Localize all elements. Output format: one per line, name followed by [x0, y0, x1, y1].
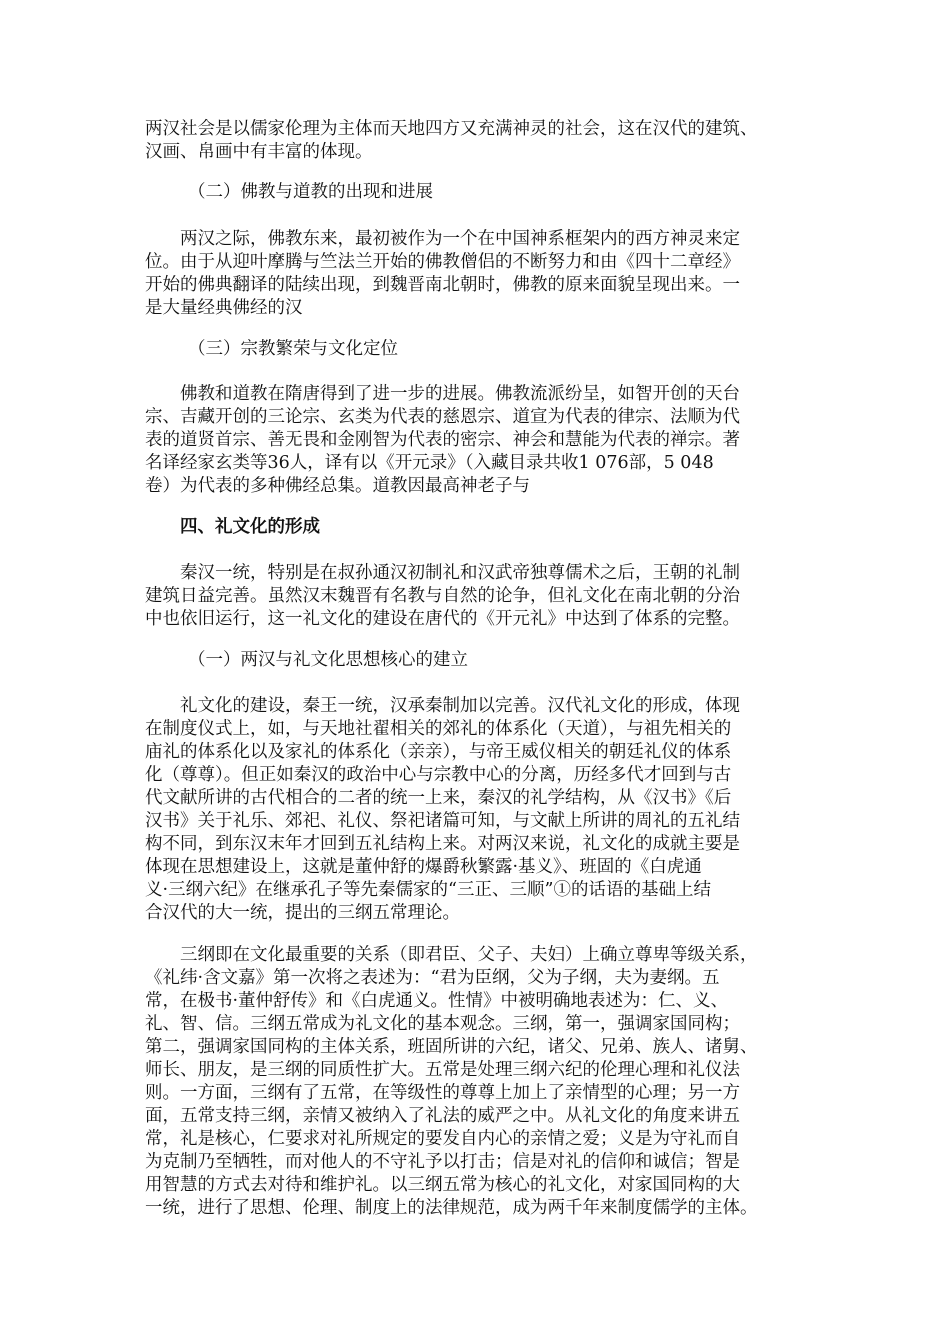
body-text-line: 庙礼的体系化以及家礼的体系化（亲亲），与帝王威仪相关的朝廷礼仪的体系	[145, 742, 732, 762]
body-text-line: 三纲即在文化最重要的关系（即君臣、父子、夫妇）上确立尊卑等级关系，	[180, 945, 758, 965]
body-text-line: 宗、吉藏开创的三论宗、玄类为代表的慈恩宗、道宣为代表的律宗、法顺为代	[145, 407, 740, 427]
body-text-line: 构不同，到东汉末年才回到五礼结构上来。对两汉来说，礼文化的成就主要是	[145, 834, 740, 854]
body-text-line: 第二，强调家国同构的主体关系，班固所讲的六纪，诸父、兄弟、族人、诸舅、	[145, 1037, 758, 1057]
body-text-line: 两汉社会是以儒家伦理为主体而天地四方又充满神灵的社会，这在汉代的建筑、	[145, 119, 758, 139]
body-text-line: 合汉代的大一统，提出的三纲五常理论。	[145, 903, 460, 923]
body-text-line: 《礼纬·含文嘉》第一次将之表述为：“君为臣纲，父为子纲，夫为妻纲。五	[145, 968, 720, 988]
section-subheading: （二）佛教与道教的出现和进展	[188, 182, 433, 202]
body-text-line: 体现在思想建设上，这就是董仲舒的爆爵秋繁露·基义》、班固的《白虎通	[145, 857, 702, 877]
body-text-line: 面，五常支持三纲，亲情又被纳入了礼法的威严之中。从礼文化的角度来讲五	[145, 1106, 740, 1126]
body-text-line: 中也依旧运行，这一礼文化的建设在唐代的《开元礼》中达到了体系的完整。	[145, 609, 740, 629]
body-text-line: 义·三纲六纪》在继承孔子等先秦儒家的“三正、三顺”①的话语的基础上结	[145, 880, 711, 900]
section-subheading: （一）两汉与礼文化思想核心的建立	[188, 650, 468, 670]
body-text-line: 在制度仪式上，如，与天地社翟相关的郊礼的体系化（天道），与祖先相关的	[145, 719, 732, 739]
body-text-line: 常，礼是核心，仁要求对礼所规定的要发自内心的亲情之爱；义是为守礼而自	[145, 1129, 740, 1149]
body-text-line: 代文献所讲的古代相合的二者的统一上来，秦汉的礼学结构，从《汉书》《后	[145, 788, 732, 808]
body-text-line: 一统，进行了思想、伦理、制度上的法律规范，成为两千年来制度儒学的主体。	[145, 1198, 758, 1218]
body-text-line: 秦汉一统，特别是在叔孙通汉初制礼和汉武帝独尊儒术之后，王朝的礼制	[180, 563, 740, 583]
body-text-line: 则。一方面，三纲有了五常，在等级性的尊尊上加上了亲情型的心理；另一方	[145, 1083, 740, 1103]
body-text-line: 常，在极书·董仲舒传》和《白虎通义。性情》中被明确地表述为：仁、义、	[145, 991, 729, 1011]
body-text-line: 师长、朋友，是三纲的同质性扩大。五常是处理三纲六纪的伦理心理和礼仪法	[145, 1060, 740, 1080]
body-text-line: 用智慧的方式去对待和维护礼。以三纲五常为核心的礼文化，对家国同构的大	[145, 1175, 740, 1195]
section-subheading: （三）宗教繁荣与文化定位	[188, 339, 398, 359]
body-text-line: 为克制乃至牺牲，而对他人的不守礼予以打击；信是对礼的信仰和诚信；智是	[145, 1152, 740, 1172]
body-text-line: 汉画、帛画中有丰富的体现。	[145, 142, 373, 162]
body-text-line: 表的道贤首宗、善无畏和金刚智为代表的密宗、神会和慧能为代表的禅宗。著	[145, 430, 740, 450]
body-text-line: 礼文化的建设，秦王一统，汉承秦制加以完善。汉代礼文化的形成，体现	[180, 696, 740, 716]
body-text-line: 位。由于从迎叶摩腾与竺法兰开始的佛教僧侣的不断努力和由《四十二章经》	[145, 252, 740, 272]
section-heading: 四、礼文化的形成	[180, 517, 320, 537]
body-text-line: 是大量经典佛经的汉	[145, 298, 303, 318]
body-text-line: 卷）为代表的多种佛经总集。道教因最高神老子与	[145, 476, 530, 496]
body-text-line: 礼、智、信。三纲五常成为礼文化的基本观念。三纲，第一，强调家国同构；	[145, 1014, 740, 1034]
body-text-line: 化（尊尊）。但正如秦汉的政治中心与宗教中心的分离，历经多代才回到与古	[145, 765, 732, 785]
body-text-line: 汉书》关于礼乐、郊祀、礼仪、祭祀诸篇可知，与文献上所讲的周礼的五礼结	[145, 811, 740, 831]
body-text-line: 开始的佛典翻译的陆续出现，到魏晋南北朝时，佛教的原来面貌呈现出来。一	[145, 275, 740, 295]
body-text-line: 名译经家玄类等36人，译有以《开元录》（入藏目录共收1 076部，5 048	[145, 453, 714, 473]
body-text-line: 佛教和道教在隋唐得到了进一步的进展。佛教流派纷呈，如智开创的天台	[180, 384, 740, 404]
body-text-line: 两汉之际，佛教东来，最初被作为一个在中国神系框架内的西方神灵来定	[180, 229, 740, 249]
body-text-line: 建筑日益完善。虽然汉末魏晋有名教与自然的论争，但礼文化在南北朝的分治	[145, 586, 740, 606]
